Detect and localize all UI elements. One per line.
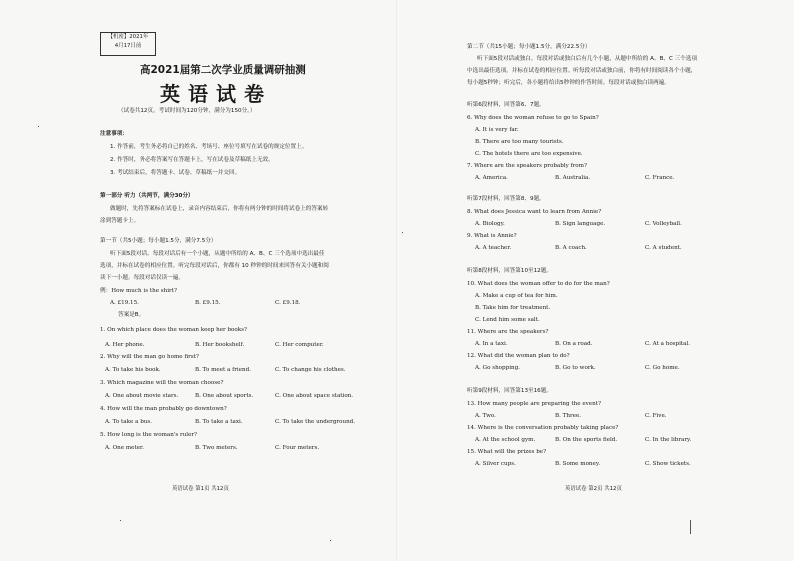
option-b: B. Her bookshelf. <box>195 342 245 348</box>
option-a: A. A teacher. <box>475 245 512 251</box>
option-c: C. France. <box>645 175 675 181</box>
notice-item: 1. 作答前，考生务必将自己的姓名、考场号、座位号填写在试卷的规定位置上。 <box>110 144 308 150</box>
section2-desc: 中选出最佳选项，并标在试卷的相应位置。听每段对话或独白前，你将有时间阅读各个小题， <box>467 68 697 74</box>
scan-speck <box>38 126 39 127</box>
option-a: A. It is very far. <box>475 127 519 133</box>
section1-desc: 选项，并标在试卷的相应位置。听完每段对话后，你都有 10 秒钟的时间来回答有关小题和阅 <box>100 263 329 269</box>
option-b: B. One about sports. <box>195 393 254 399</box>
scan-speck <box>330 540 331 541</box>
option-b: B. Sign language. <box>555 221 606 227</box>
section2-desc: 听下面5段对话或独白。每段对话或独白后有几个小题，从题中所给的 A、B、C 三个选项 <box>477 56 698 62</box>
option-c: C. One about space station. <box>275 393 354 399</box>
option-c: C. Four meters. <box>275 445 320 451</box>
option-b: B. To take a taxi. <box>195 419 243 425</box>
question: 15. What will the prizes be? <box>467 449 547 455</box>
option-c: C. In the library. <box>645 437 692 443</box>
question: 11. Where are the speakers? <box>467 329 549 335</box>
question: 9. What is Annie? <box>467 233 517 239</box>
option-c: C. To take the underground. <box>275 419 356 425</box>
scan-speck <box>402 232 403 233</box>
page-2 <box>397 0 794 561</box>
option-b: B. Some money. <box>555 461 601 467</box>
part1-title: 第一部分 听力（共两节，满分30分） <box>100 193 194 199</box>
question: 12. What did the woman plan to do? <box>467 353 570 359</box>
exam-info: （试卷共12页，考试时间为120分钟，满分为150分。） <box>118 108 256 114</box>
option-a: A. One about movie stars. <box>105 393 179 399</box>
example-option: A. £19.15. <box>110 300 139 306</box>
option-c: C. Her computer. <box>275 342 324 348</box>
page-footer: 英语试卷 第2页 共12页 <box>565 486 622 492</box>
page-footer: 英语试卷 第1页 共12页 <box>172 486 229 492</box>
question: 2. Why will the man go home first? <box>100 354 199 360</box>
option-a: A. To take a bus. <box>105 419 153 425</box>
notice-item: 2. 作答时，务必将答案写在答题卡上，写在试卷及草稿纸上无效。 <box>110 157 274 163</box>
option-a: A. To take his book. <box>105 367 161 373</box>
option-a: A. In a taxi. <box>475 341 508 347</box>
option-a: A. Two. <box>475 413 496 419</box>
group-heading: 听第7段材料，回答第8、9题。 <box>467 196 545 202</box>
option-c: C. At a hospital. <box>645 341 691 347</box>
option-a: A. Make a cup of tea for him. <box>475 293 558 299</box>
question: 6. Why does the woman refuse to go to Spain? <box>467 115 599 121</box>
question: 13. How many people are preparing the event? <box>467 401 601 407</box>
section1-desc: 听下面5段对话。每段对话后有一个小题，从题中所给的 A、B、C 三个选项中选出最佳 <box>110 251 325 257</box>
option-a: A. America. <box>475 175 508 181</box>
option-c: C. Go home. <box>645 365 680 371</box>
question: 1. On which place does the woman keep her books? <box>100 327 248 333</box>
scan-speck <box>690 520 691 534</box>
section1-title: 第一节（共5小题；每小题1.5分，满分7.5分） <box>100 238 217 244</box>
question: 14. Where is the conversation probably taking place? <box>467 425 619 431</box>
option-a: A. Her phone. <box>105 342 145 348</box>
option-b: B. To meet a friend. <box>195 367 251 373</box>
stamp-line-1: 【机密】2021年 <box>107 34 149 40</box>
example-answer: 答案是B。 <box>118 312 145 318</box>
option-c: C. Show tickets. <box>645 461 691 467</box>
scan-speck <box>120 520 121 521</box>
question: 4. How will the man probably go downtown? <box>100 406 227 412</box>
option-b: B. There are too many tourists. <box>475 139 564 145</box>
option-a: A. At the school gym. <box>475 437 536 443</box>
example-option: C. £9.18. <box>275 300 301 306</box>
section2-title: 第二节（共15小题；每小题1.5分，满分22.5分） <box>467 44 591 50</box>
option-c: C. To change his clothes. <box>275 367 346 373</box>
group-heading: 听第8段材料，回答第10至12题。 <box>467 268 552 274</box>
option-b: B. On a road. <box>555 341 593 347</box>
example-option: B. £9.15. <box>195 300 221 306</box>
question: 10. What does the woman offer to do for the man? <box>467 281 610 287</box>
question: 5. How long is the woman's ruler? <box>100 432 198 438</box>
exam-subject: 英语试卷 <box>160 82 272 106</box>
confidential-stamp <box>100 32 156 56</box>
option-c: C. A student. <box>645 245 682 251</box>
group-heading: 听第9段材料，回答第13至16题。 <box>467 388 552 394</box>
option-b: B. Two meters. <box>195 445 238 451</box>
option-b: B. Three. <box>555 413 582 419</box>
section2-desc: 每小题5秒钟；听完后，各小题将给出5秒钟的作答时间。每段对话或独白读两遍。 <box>467 80 670 86</box>
option-a: A. Silver cups. <box>475 461 516 467</box>
option-c: C. Volleyball. <box>645 221 682 227</box>
part1-desc: 做题时，先将答案标在试卷上，录音内容结束后，你将有两分钟的时间将试卷上的答案转 <box>110 206 329 212</box>
notice-item: 3. 考试结束后，将答题卡、试卷、草稿纸一并交回。 <box>110 170 241 176</box>
question: 8. What does Jessica want to learn from Annie? <box>467 209 602 215</box>
exam-title: 高2021届第二次学业质量调研抽测 <box>140 64 306 76</box>
stamp-line-2: 4月17日前 <box>114 43 142 49</box>
part1-desc: 涂到答题卡上。 <box>100 218 140 224</box>
section1-desc: 读下一小题。每段对话仅读一遍。 <box>100 275 184 281</box>
option-a: A. One meter. <box>105 445 144 451</box>
group-heading: 听第6段材料，回答第6、7题。 <box>467 102 545 108</box>
option-c: C. Lend him some salt. <box>475 317 540 323</box>
question: 3. Which magazine will the woman choose? <box>100 380 224 386</box>
example-question: 例：How much is the shirt? <box>100 288 177 294</box>
option-b: B. Take him for treatment. <box>475 305 551 311</box>
question: 7. Where are the speakers probably from? <box>467 163 587 169</box>
option-b: B. Australia. <box>555 175 591 181</box>
option-b: B. Go to work. <box>555 365 596 371</box>
option-b: B. On the sports field. <box>555 437 618 443</box>
option-c: C. The hotels there are too expensive. <box>475 151 583 157</box>
option-b: B. A coach. <box>555 245 587 251</box>
option-a: A. Biology. <box>475 221 505 227</box>
option-a: A. Go shopping. <box>475 365 520 371</box>
option-c: C. Five. <box>645 413 667 419</box>
notice-title: 注意事项： <box>100 131 128 137</box>
